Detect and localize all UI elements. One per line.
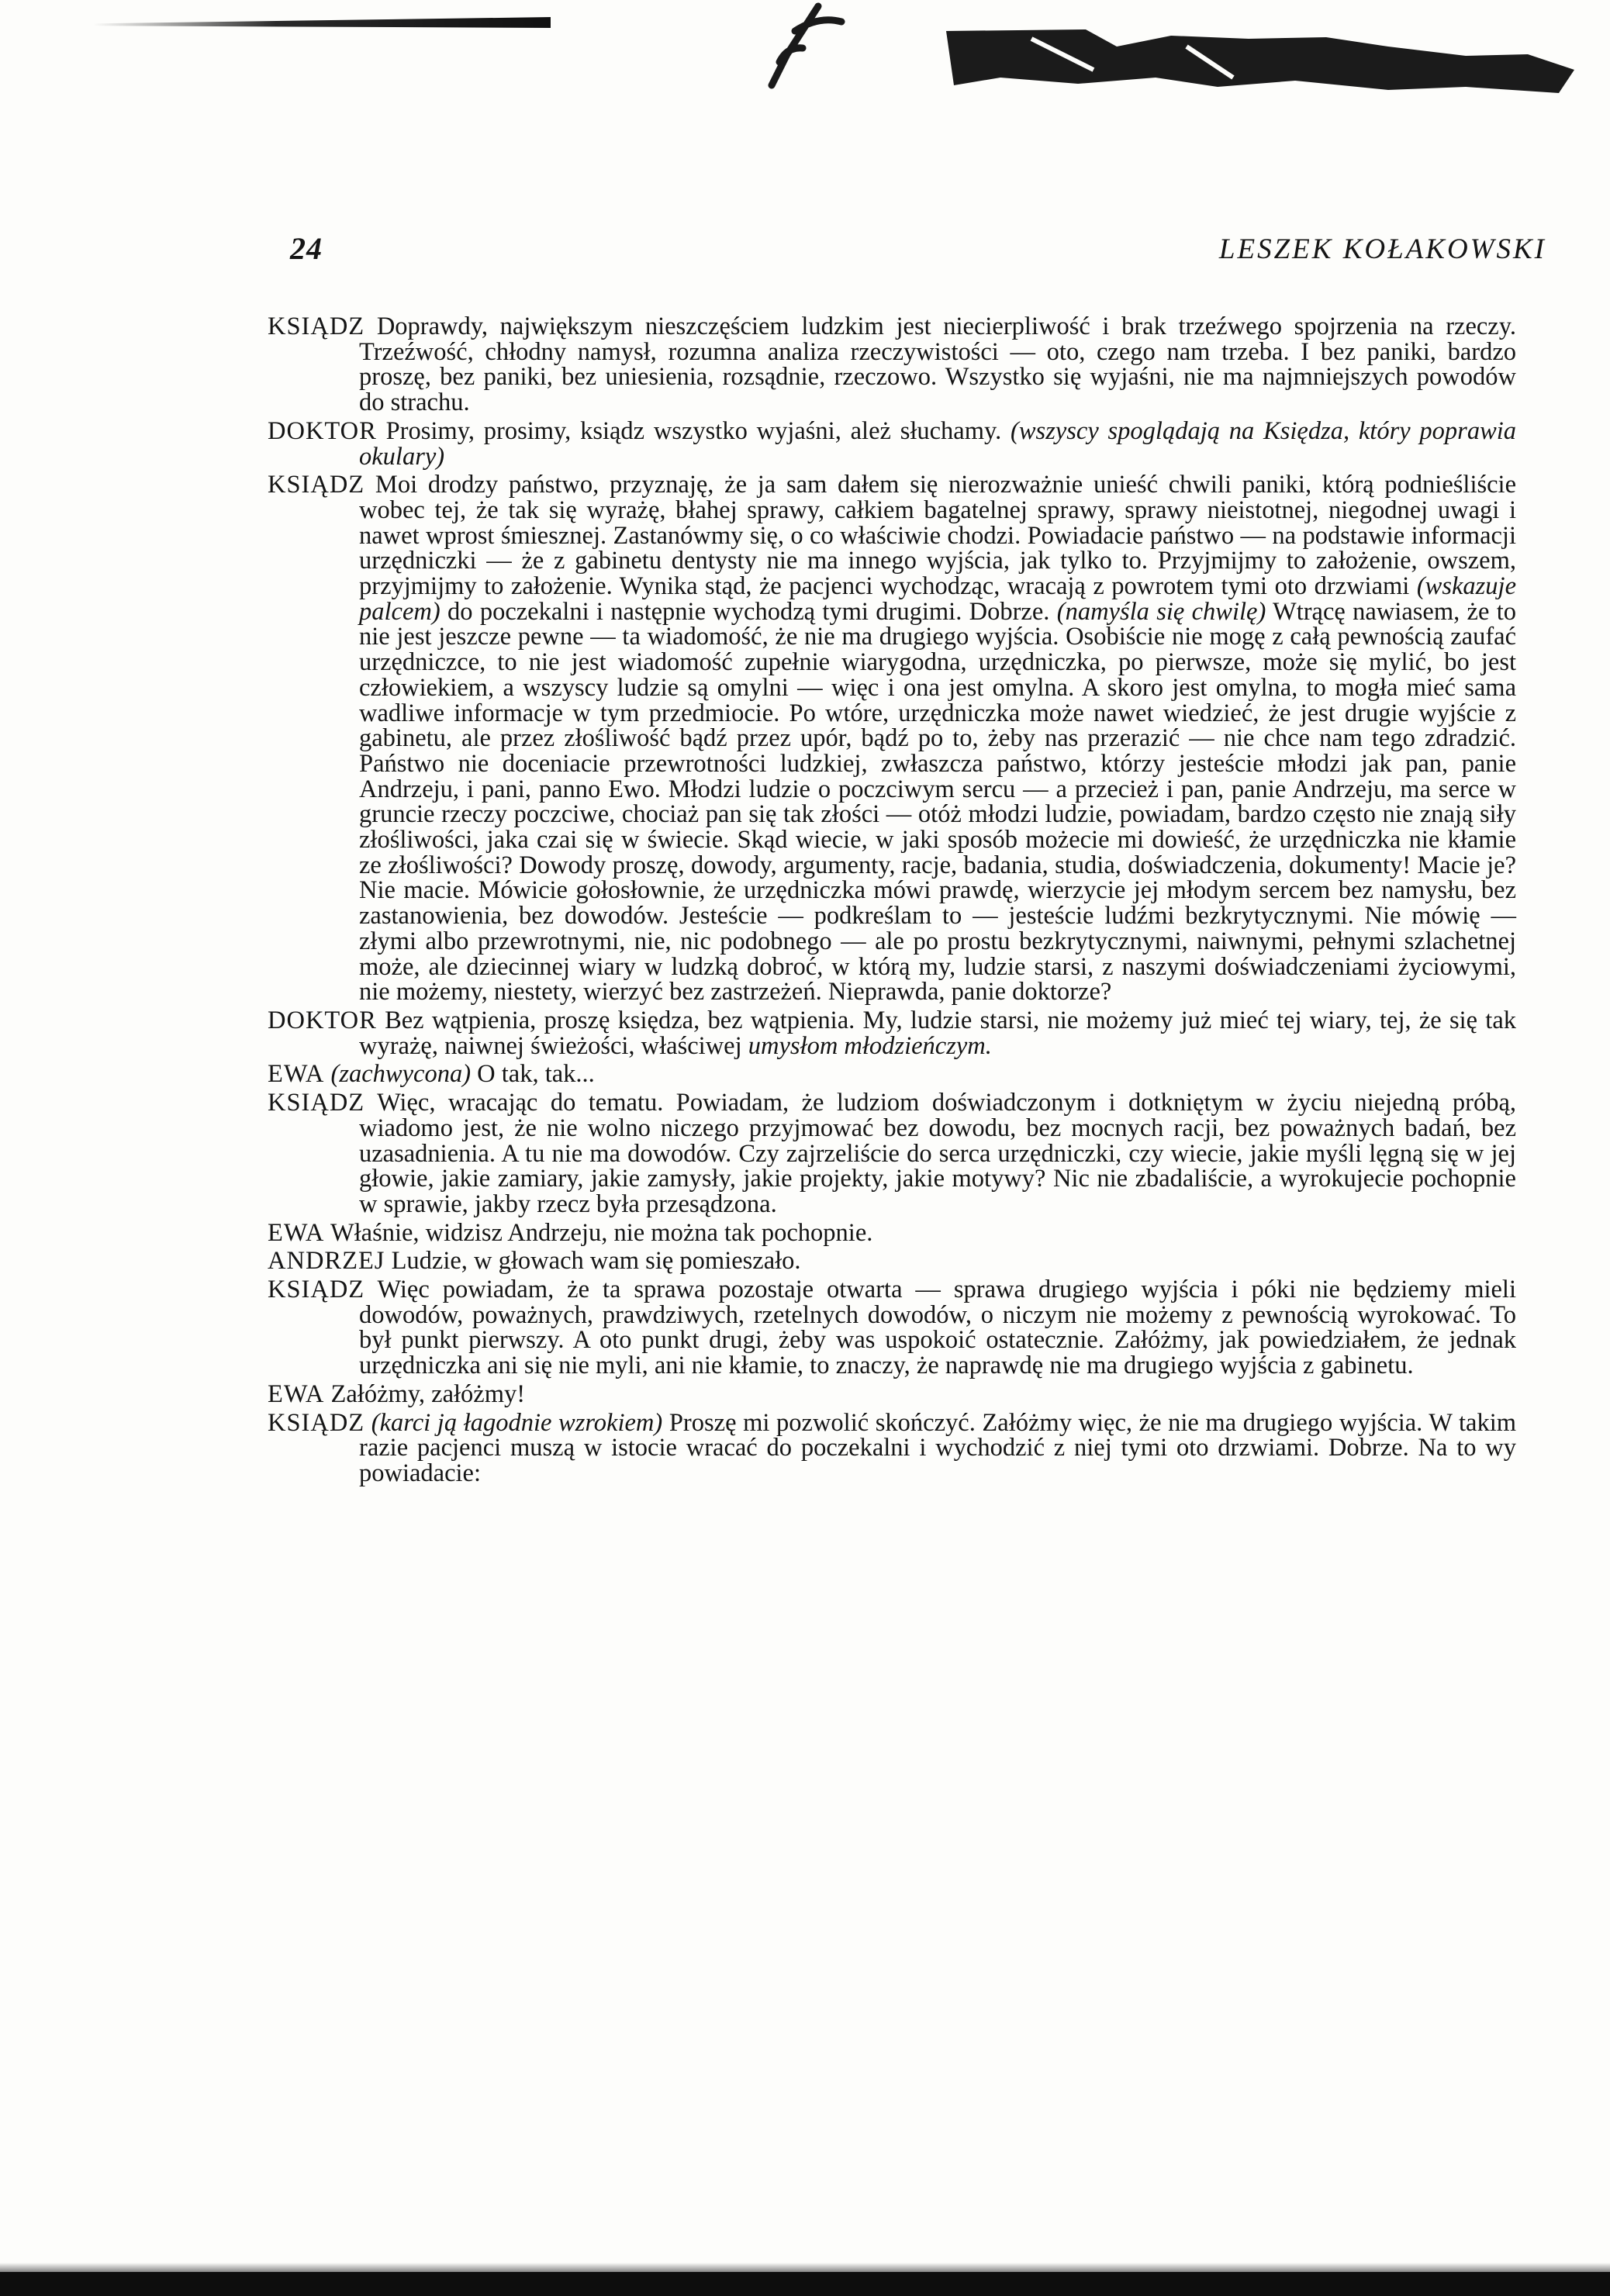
dialogue-text: Prosimy, prosimy, ksiądz wszystko wyjaśni, ależ słuchamy. [385,416,1002,445]
speech [268,1008,1516,1058]
dialogue-text: Bez wątpienia, proszę księdza, bez wątpienia. My, ludzie starsi, nie możemy już mieć tej wiary, tej, że się tak wyrażę, naiwnej świeżości, właściwej [359,1006,1517,1060]
speaker-name: DOKTOR [268,416,377,445]
scan-artifact-scribble [764,0,849,93]
dialogue-text: Więc powiadam, że ta sprawa pozostaje otwarta — sprawa drugiego wyjścia i póki nie będziemy mieli dowodów, poważnych, prawdziwych, rzetelnych dowodów, o niczym nie możemy z pewnością wyrokować. To był punkt pierwszy. A oto punkt drugi, żeby was uspokoić ostatecznie. Załóżmy, jak powiedziałem, że jednak urzędniczka ani się nie myli, ani nie kłamie, to znaczy, że naprawdę nie ma drugiego wyjścia z gabinetu. [359,1276,1516,1380]
speech [268,1248,1516,1274]
scan-artifact-top-right [923,16,1590,101]
speech [268,1062,1516,1087]
stage-direction: umysłom młodzieńczym. [748,1031,992,1060]
speech [268,1410,1516,1486]
speaker-name: EWA [268,1379,325,1408]
dialogue-text: Załóżmy, załóżmy! [330,1379,526,1408]
speaker-name: KSIĄDZ [268,1408,365,1437]
speaker-name: KSIĄDZ [268,312,365,340]
speech [268,1090,1516,1217]
stage-direction: (zachwycona) [330,1060,472,1089]
page-number: 24 [290,231,323,266]
dialogue-text: O tak, tak... [477,1060,595,1089]
dialogue-text: Właśnie, widzisz Andrzeju, nie można tak pochopnie. [330,1218,873,1247]
speaker-name: ANDRZEJ [268,1247,385,1276]
stage-direction: (wszyscy spoglądają na Księdza, który poprawia okulary) [359,416,1517,471]
speech [268,1379,1516,1408]
speaker-name: KSIĄDZ [268,1089,365,1117]
scan-artifact-top-left [93,17,551,28]
stage-direction: (wskazuje palcem) [359,572,1516,626]
speaker-name: DOKTOR [268,1006,377,1034]
dialogue-text: Proszę mi pozwolić skończyć. Załóżmy więc, że nie ma drugiego wyjścia. W takim razie pacjenci muszą w istocie wracać do poczekalni i wychodzić z niej tymi oto drzwiami. Dobrze. Na to wy powiadacie: [359,1408,1517,1487]
dialogue-text: Ludzie, w głowach wam się pomieszało. [391,1247,801,1276]
speech [268,314,1516,416]
speech [268,1218,1516,1247]
running-head-author: LESZEK KOŁAKOWSKI [1218,233,1546,265]
dialogue-text: Więc, wracając do tematu. Powiadam, że ludziom doświadczonym i dotkniętym w życiu niejedną próbą, wiadomo jest, że nie wolno niczego przyjmować bez dowodu, bez mocnych racji, bez poważnych badań, bez uzasadnienia. A tu nie ma dowodów. Czy zajrzeliście do serca urzędniczki, czy wiecie, jakie myśli lęgną się w jej głowie, jakie zamiary, jakie zamysły, jakie projekty, jakie motywy? Nic nie zbadaliście, a wyrokujecie pochopnie w sprawie, jakby rzecz była przesądzona. [359,1089,1516,1218]
dialogue-text: Doprawdy, największym nieszczęściem ludzkim jest niecierpliwość i brak trzeźwego spojrzenia na rzeczy. Trzeźwość, chłodny namysł, rozumna analiza rzeczywistości — oto, czego nam trzeba. I bez paniki, bardzo proszę, bez paniki, bez uniesienia, rozsądnie, rzeczowo. Wszystko się wyjaśni, nie ma najmniejszych powodów do strachu. [359,312,1516,417]
drama-text [268,314,1516,1490]
speaker-name: KSIĄDZ [268,1276,365,1304]
scan-margin-marks [16,465,19,760]
dialogue-text: Wtrącę nawiasem, że to nie jest jeszcze pewne — ta wiadomość, że nie ma drugiego wyjścia. Osobiście nie mogę z całą pewnością zaufać urzędniczce, to nie jest wiadomość zupełnie wiarygodna, urzędniczka, po pierwsze, może się mylić, bo jest człowiekiem, a wszyscy ludzie są omylni — więc i ona jest omylna. A skoro jest omylna, to mogła mieć sama wadliwe informacje w tym przedmiocie. Po wtóre, urzędniczka może nawet wiedzieć, że jest drugie wyjście z gabinetu, ale przez złośliwość bądź przez upór, bądź po to, żeby nas przerazić — nie chce nam tego zdradzić. Państwo nie doceniacie przewrotności ludzkiej, zwłaszcza państwo, którzy jesteście młodzi jak pan, panie Andrzeju, i pani, panno Ewo. Młodzi ludzie o poczciwym sercu — a przecież i pan, panie Andrzeju, ma serce w gruncie rzeczy poczciwe, chociaż pan się tak złości — otóż młodzi ludzie, powiadam, bardzo często nie znają siły złośliwości, jaka czai się w świecie. Skąd wiecie, w jaki sposób możecie mi dowieść, że urzędniczka nie kłamie ze złośliwości? Dowody proszę, dowody, argumenty, racje, badania, studia, doświadczenia, dokumenty! Macie je? Nie macie. Mówicie gołosłownie, że urzędniczka mówi prawdę, wierzycie jej młodym sercem bez namysłu, bez zastanowienia, bez dowodów. Jesteście — podkreślam to — jesteście ludźmi bezkrytycznymi. Nie mówię — złymi albo przewrotnymi, nie, nic podobnego — ale po prostu bezkrytycznymi, naiwnymi, pełnymi szlachetnej może, ale dziecinnej wiary w ludzką dobroć, w którą my, ludzie starsi, z naszymi doświadczeniami życiowymi, nie możemy, niestety, wierzyć bez zastrzeżeń. Nieprawda, panie doktorze? [359,597,1516,1006]
stage-direction: (namyśla się chwilę) [1056,597,1266,626]
scan-artifact-bottom-band [0,2272,1610,2296]
speech [268,1277,1516,1379]
speech [268,472,1516,1005]
speaker-name: KSIĄDZ [268,471,365,499]
speech [268,416,1517,471]
stage-direction: (karci ją łagodnie wzrokiem) [371,1408,663,1437]
dialogue-text: Moi drodzy państwo, przyznaję, że ja sam dałem się nierozważnie unieść chwili paniki, którą podnieśliście wobec tej, że tak się wyrażę, błahej sprawy, całkiem bagatelnej sprawy, sprawy nieistotnej, niegodnej uwagi i nawet wprost śmiesznej. Zastanówmy się, o co właściwie chodzi. Powiadacie państwo — na podstawie informacji urzędniczki — że z gabinetu dentysty nie ma innego wyjścia, jak tylko to. Przyjmijmy to założenie, owszem, przyjmijmy to założenie. Wynika stąd, że pacjenci wychodząc, wracają z powrotem tymi oto drzwiami [359,471,1517,601]
speaker-name: EWA [268,1060,325,1089]
speaker-name: EWA [268,1218,325,1247]
dialogue-text: do poczekalni i następnie wychodzą tymi drugimi. Dobrze. [447,597,1050,626]
